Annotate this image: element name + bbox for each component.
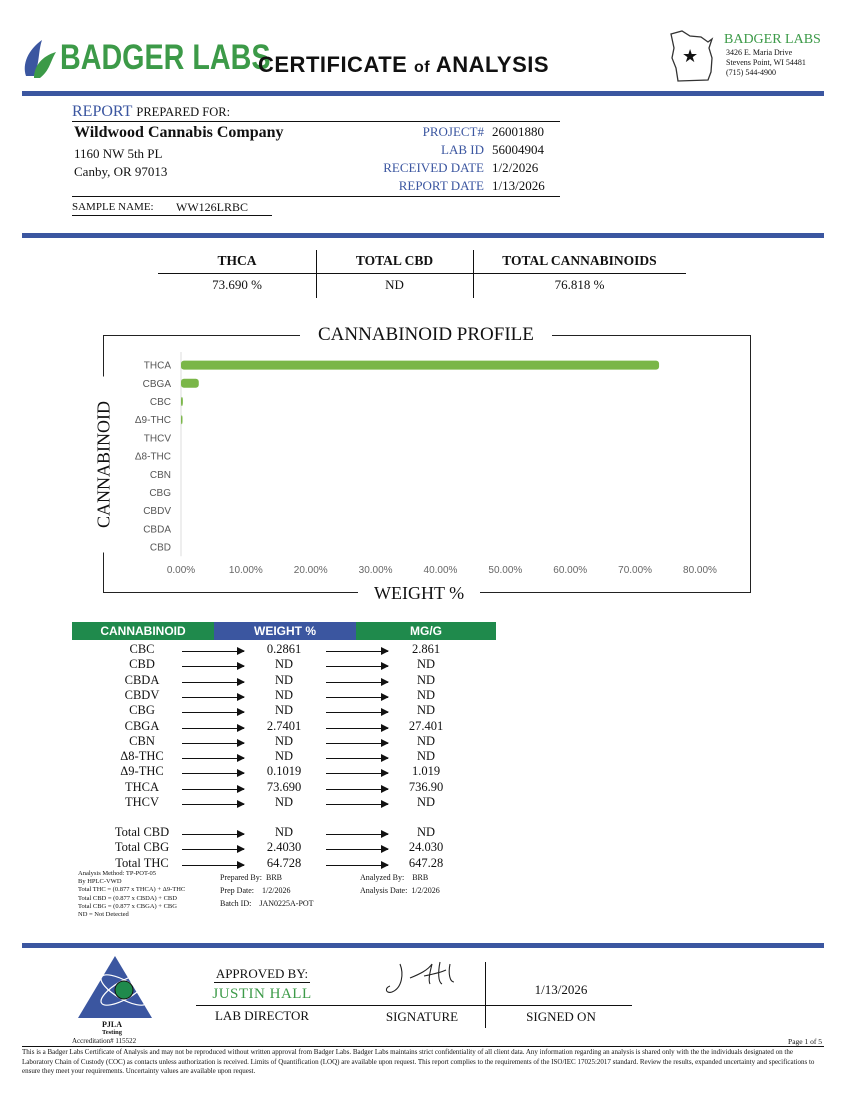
table-cell-weight: ND xyxy=(274,825,294,839)
y-tick-label: CBN xyxy=(149,469,171,481)
arrow-icon xyxy=(326,712,388,713)
arrow-icon xyxy=(326,666,388,667)
arrow-icon xyxy=(326,651,388,652)
table-cell-name: Total THC xyxy=(115,855,169,870)
arrow-icon xyxy=(326,834,388,835)
x-tick-label: 20.00% xyxy=(293,565,328,576)
arrow-icon xyxy=(182,834,244,835)
table-cell-weight: 2.4030 xyxy=(266,840,302,855)
signed-on-label: SIGNED ON xyxy=(526,1009,596,1024)
table-cell-weight: ND xyxy=(274,733,294,748)
y-tick-label: CBGA xyxy=(142,378,171,390)
table-cell-name: Total CBD xyxy=(114,825,170,839)
wisconsin-map-icon xyxy=(668,28,720,84)
y-tick-label: Δ9-THC xyxy=(134,415,171,427)
table-cell-weight: 0.1019 xyxy=(266,764,302,779)
chart-ylabel: CANNABINOID xyxy=(94,377,115,553)
x-tick-label: 10.00% xyxy=(228,565,263,576)
received-date-label: RECEIVED DATE xyxy=(383,160,484,175)
summary-header-thca: THCA xyxy=(217,253,257,268)
arrow-icon xyxy=(182,743,244,744)
table-cell-mgg: ND xyxy=(416,749,436,764)
table-cell-mgg: 647.28 xyxy=(408,855,444,870)
table-cell-weight: 0.2861 xyxy=(266,642,302,656)
y-tick-label: THCV xyxy=(143,433,171,445)
y-tick-label: Δ8-THC xyxy=(134,451,171,463)
table-cell-name: CBGA xyxy=(124,718,160,733)
table-cell-mgg: 24.030 xyxy=(408,840,444,855)
arrow-icon xyxy=(326,682,388,683)
analyzed-by: Analyzed By: BRB xyxy=(360,873,429,882)
table-cell-name: THCV xyxy=(124,795,160,809)
y-tick-label: CBDA xyxy=(143,524,171,536)
table-cell-name: CBD xyxy=(129,657,155,672)
table-cell-mgg: ND xyxy=(416,703,436,718)
arrow-icon xyxy=(182,697,244,698)
arrow-icon xyxy=(326,758,388,759)
table-cell-mgg: 27.401 xyxy=(408,718,444,733)
lab-id-label: LAB ID xyxy=(441,142,484,157)
table-cell-mgg: ND xyxy=(416,672,436,687)
note-line: Total CBD = (0.877 x CBDA) + CBD xyxy=(78,894,177,902)
arrow-icon xyxy=(182,666,244,667)
table-cell-name: CBC xyxy=(129,642,155,656)
summary-value-thca: 73.690 % xyxy=(212,277,262,292)
table-cell-mgg: 1.019 xyxy=(411,764,441,779)
header-divider xyxy=(22,91,824,96)
summary-box xyxy=(158,250,686,298)
table-cell-name: CBN xyxy=(129,733,155,748)
project-label: PROJECT# xyxy=(422,124,484,139)
table-cell-name: Δ9-THC xyxy=(120,764,164,779)
cannabinoid-bar-chart xyxy=(110,352,740,582)
arrow-icon xyxy=(326,743,388,744)
arrow-icon xyxy=(182,758,244,759)
table-cell-weight: ND xyxy=(274,657,294,672)
table-cell-weight: 64.728 xyxy=(266,855,302,870)
table-cell-mgg: ND xyxy=(416,825,436,839)
page-number: Page 1 of 5 xyxy=(788,1037,822,1046)
client-address-line1: 1160 NW 5th PL xyxy=(74,146,163,161)
summary-value-total-cbd: ND xyxy=(385,277,404,292)
approved-by-underline xyxy=(214,982,310,983)
summary-divider-2 xyxy=(473,250,474,298)
arrow-icon xyxy=(326,865,388,866)
y-tick-label: CBDV xyxy=(143,506,171,518)
arrow-icon xyxy=(182,865,244,866)
approved-by-label: APPROVED BY: xyxy=(215,966,309,981)
table-cell-name: CBDA xyxy=(124,672,160,687)
table-cell-weight: ND xyxy=(274,795,294,809)
report-prepared-for: REPORT PREPARED FOR: xyxy=(72,103,231,120)
table-cell-mgg: ND xyxy=(416,657,436,672)
summary-header-total-cannabinoids: TOTAL CANNABINOIDS xyxy=(502,253,657,268)
lab-name: BADGER LABS xyxy=(724,32,821,47)
table-cell-name: CBG xyxy=(129,703,155,718)
note-line: By HPLC-VWD xyxy=(78,878,122,886)
arrow-icon xyxy=(182,728,244,729)
arrow-icon xyxy=(182,712,244,713)
x-tick-label: 30.00% xyxy=(358,565,393,576)
sample-label: SAMPLE NAME: xyxy=(72,201,154,213)
x-tick-label: 60.00% xyxy=(553,565,588,576)
note-line: Total THC = (0.877 x THCA) + Δ9-THC xyxy=(78,886,186,894)
table-cell-name: Δ8-THC xyxy=(120,749,164,764)
note-line: Total CBG = (0.877 x CBGA) + CBG xyxy=(78,902,177,910)
summary-header-total-cbd: TOTAL CBD xyxy=(355,253,434,268)
table-cell-name: THCA xyxy=(124,779,160,794)
x-tick-label: 80.00% xyxy=(683,565,717,576)
accreditation-number: Accreditation# 115522 xyxy=(72,1037,137,1045)
signature-image xyxy=(380,960,470,1000)
x-tick-label: 40.00% xyxy=(423,565,458,576)
arrow-icon xyxy=(326,789,388,790)
prep-date: Prep Date: 1/2/2026 xyxy=(220,886,291,895)
lab-id-value: 56004904 xyxy=(492,142,544,157)
brand-name: BADGER LABS xyxy=(60,38,271,77)
project-value: 26001880 xyxy=(492,124,544,139)
y-tick-label: THCA xyxy=(143,360,171,372)
pjla-label: PJLA xyxy=(102,1020,122,1029)
lab-phone: (715) 544-4900 xyxy=(726,68,776,77)
signed-date: 1/13/2026 xyxy=(534,982,588,997)
sample-value: WW126LRBC xyxy=(176,200,248,214)
x-tick-label: 70.00% xyxy=(618,565,653,576)
chart-bar xyxy=(181,361,659,370)
method-notes xyxy=(78,870,185,919)
arrow-icon xyxy=(182,804,244,805)
arrow-icon xyxy=(326,849,388,850)
table-header-cannabinoid: CANNABINOID xyxy=(72,622,214,640)
client-address-line2: Canby, OR 97013 xyxy=(74,164,168,179)
document-title: CERTIFICATE of ANALYSIS xyxy=(258,52,550,77)
summary-value-total-cannabinoids: 76.818 % xyxy=(554,277,605,292)
summary-divider-1 xyxy=(316,250,317,298)
arrow-icon xyxy=(182,651,244,652)
signature-divider xyxy=(485,962,486,1028)
report-info-bottom-rule xyxy=(72,196,560,197)
table-cell-weight: 2.7401 xyxy=(266,718,302,733)
table-cell-mgg: 2.861 xyxy=(411,642,441,656)
chart-xlabel: WEIGHT % xyxy=(358,583,480,604)
arrow-icon xyxy=(182,789,244,790)
analysis-date: Analysis Date: 1/2/2026 xyxy=(360,886,440,895)
table-cell-mgg: ND xyxy=(416,795,436,809)
report-date-label: REPORT DATE xyxy=(398,178,484,193)
approver-name: JUSTIN HALL xyxy=(212,986,312,1002)
table-cell-weight: ND xyxy=(274,687,294,702)
x-tick-label: 0.00% xyxy=(166,565,196,576)
lab-address-line1: 3426 E. Maria Drive xyxy=(726,48,793,57)
sample-underline xyxy=(72,215,272,216)
arrow-icon xyxy=(326,697,388,698)
chart-title: CANNABINOID PROFILE xyxy=(300,324,552,346)
arrow-icon xyxy=(326,728,388,729)
note-line: ND = Not Detected xyxy=(78,911,129,919)
chart-bar xyxy=(181,415,183,424)
pjla-testing: Testing xyxy=(102,1029,122,1036)
report-divider xyxy=(22,233,824,238)
arrow-icon xyxy=(182,682,244,683)
approver-role: LAB DIRECTOR xyxy=(214,1008,309,1023)
client-name: Wildwood Cannabis Company xyxy=(74,124,284,141)
table-cell-weight: ND xyxy=(274,672,294,687)
report-date-value: 1/13/2026 xyxy=(492,178,545,193)
table-cell-mgg: 736.90 xyxy=(408,779,444,794)
pjla-logo xyxy=(76,954,154,1020)
table-header-weight: WEIGHT % xyxy=(214,622,356,640)
arrow-icon xyxy=(326,773,388,774)
chart-bar xyxy=(181,379,199,388)
table-cell-mgg: ND xyxy=(416,733,436,748)
y-tick-label: CBG xyxy=(149,488,171,499)
lab-address-line2: Stevens Point, WI 54481 xyxy=(726,58,806,67)
disclaimer: This is a Badger Labs Certificate of Analysis and may not be reproduced without written approval from Badger Labs. Badger Labs maintains strict confidentiality of all client data. Any information regarding an analysis is shared only with the the individuals designated on the Laboratory Chain of Custody (COC) as contacts unless authorization is received. Limits of Quantification (LOQ) are available upon request. This report complies to the requirements of the ISO/IEC 17025:2017 standard. Review the results, expanded uncertainty and specifications to ensure they meet your requirements. Uncertainty values are available upon request. xyxy=(22,1048,815,1075)
note-line: Analysis Method: TP-POT-05 xyxy=(78,870,157,877)
received-date-value: 1/2/2026 xyxy=(492,160,539,175)
table-cell-weight: ND xyxy=(274,703,294,718)
svg-text:★: ★ xyxy=(682,46,699,67)
x-tick-label: 50.00% xyxy=(488,565,523,576)
table-header-mgg: MG/G xyxy=(356,622,496,640)
summary-mid-rule xyxy=(158,273,686,274)
y-tick-label: CBD xyxy=(149,542,171,554)
arrow-icon xyxy=(182,849,244,850)
footer-rule xyxy=(22,1046,824,1047)
signature-label: SIGNATURE xyxy=(385,1009,459,1024)
arrow-icon xyxy=(326,804,388,805)
approval-mid-rule xyxy=(196,1005,632,1006)
chart-plot xyxy=(110,352,740,582)
chart-bar xyxy=(181,397,183,406)
batch-id: Batch ID: JAN0225A-POT xyxy=(220,899,314,908)
y-tick-label: CBC xyxy=(149,397,171,408)
prepared-by: Prepared By: BRB xyxy=(220,873,283,882)
table-cell-weight: ND xyxy=(274,749,294,764)
table-cell-name: Total CBG xyxy=(114,840,170,855)
report-underline xyxy=(72,121,560,122)
table-cell-name: CBDV xyxy=(124,687,160,702)
table-cell-weight: 73.690 xyxy=(266,779,302,794)
brand-logo xyxy=(20,36,60,80)
arrow-icon xyxy=(182,773,244,774)
footer-divider xyxy=(22,943,824,948)
table-cell-mgg: ND xyxy=(416,687,436,702)
